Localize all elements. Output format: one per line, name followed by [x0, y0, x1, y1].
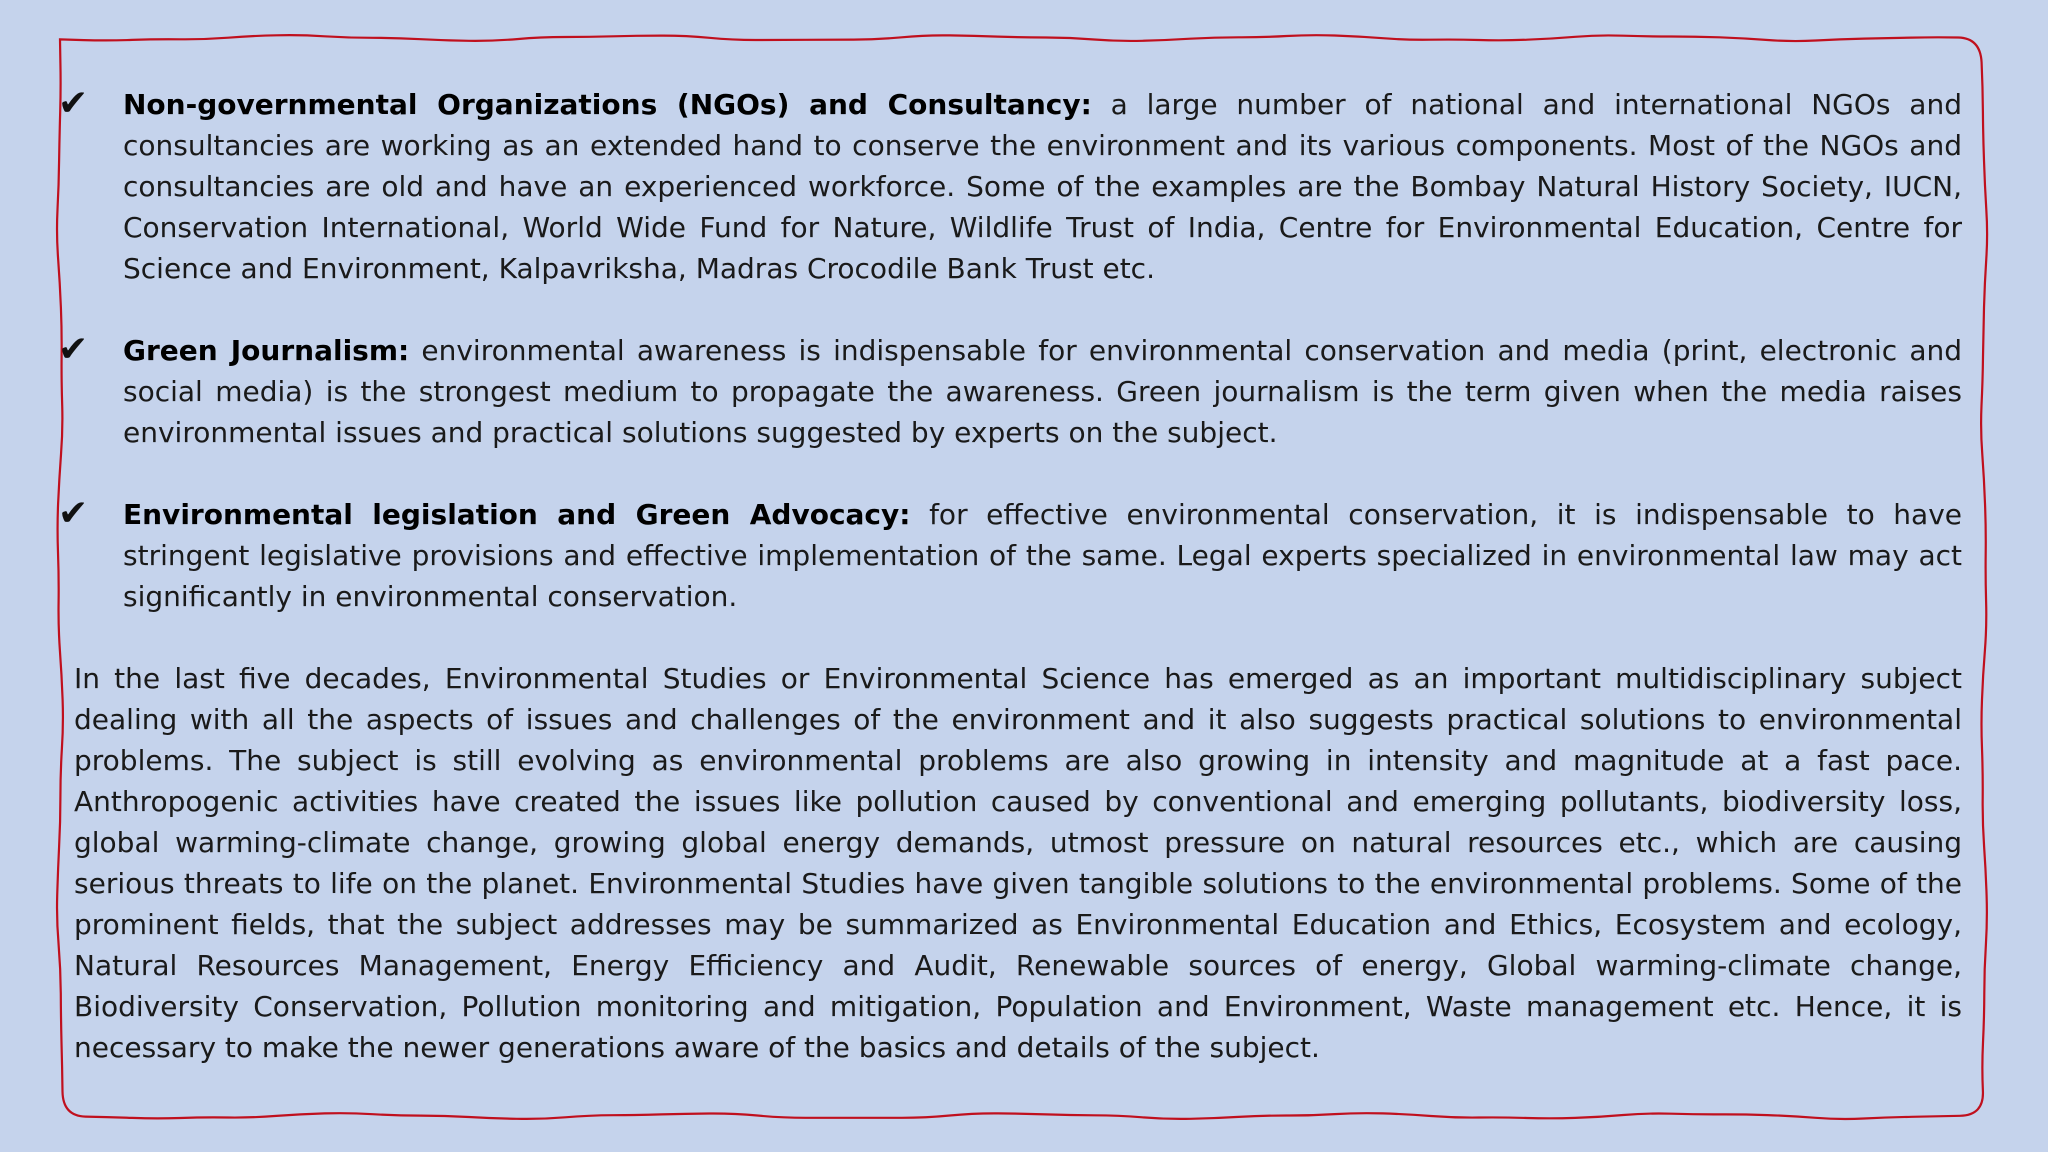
check-mark-icon: ✔ [58, 329, 89, 370]
bullet-text: environmental awareness is indispensable for environmental conservation and media (print, electronic and social media) is the strongest medium to propagate the awareness. Green journalism is the term given when the media raises environmental issues and practical solutions suggested by experts on the subject. [123, 334, 1962, 449]
bullet-title: Non-governmental Organizations (NGOs) and Consultancy: [123, 88, 1092, 121]
check-mark-icon: ✔ [58, 83, 89, 124]
summary-paragraph: In the last five decades, Environmental Studies or Environmental Science has emerged as an important multidisciplinary subject dealing with all the aspects of issues and challenges of the environment and it also suggests practical solutions to environmental problems. The subject is still evolving as environmental problems are also growing in intensity and magnitude at a fast pace. Anthropogenic activities have created the issues like pollution caused by conventional and emerging pollutants, biodiversity loss, global warming-climate change, growing global energy demands, utmost pressure on natural resources etc., which are causing serious threats to life on the planet. Environmental Studies have given tangible solutions to the environmental problems. Some of the prominent fields, that the subject addresses may be summarized as Environmental Education and Ethics, Ecosystem and ecology, Natural Resources Management, Energy Efficiency and Audit, Renewable sources of energy, Global warming-climate change, Biodiversity Conservation, Pollution monitoring and mitigation, Population and Environment, Waste management etc. Hence, it is necessary to make the newer generations aware of the basics and details of the subject. [74, 662, 1962, 1064]
bullet-title: Environmental legislation and Green Advocacy: [123, 498, 911, 531]
bullet-text: for effective environmental conservation, it is indispensable to have stringent legislative provisions and effective implementation of the same. Legal experts specialized in environmental law may act significantly in environmental conservation. [123, 498, 1962, 613]
bullet-green-journalism [58, 330, 1962, 453]
bullet-legislation-advocacy [58, 494, 1962, 617]
bullet-ngos [58, 84, 1962, 289]
bullet-text: a large number of national and international NGOs and consultancies are working as an extended hand to conserve the environment and its various components. Most of the NGOs and consultancies are old and have an experienced workforce. Some of the examples are the Bombay Natural History Society, IUCN, Conservation International, World Wide Fund for Nature, Wildlife Trust of India, Centre for Environmental Education, Centre for Science and Environment, Kalpavriksha, Madras Crocodile Bank Trust etc. [123, 88, 1962, 285]
bullet-title: Green Journalism: [123, 334, 410, 367]
slide-text-box [58, 84, 1962, 1068]
check-mark-icon: ✔ [58, 493, 89, 534]
